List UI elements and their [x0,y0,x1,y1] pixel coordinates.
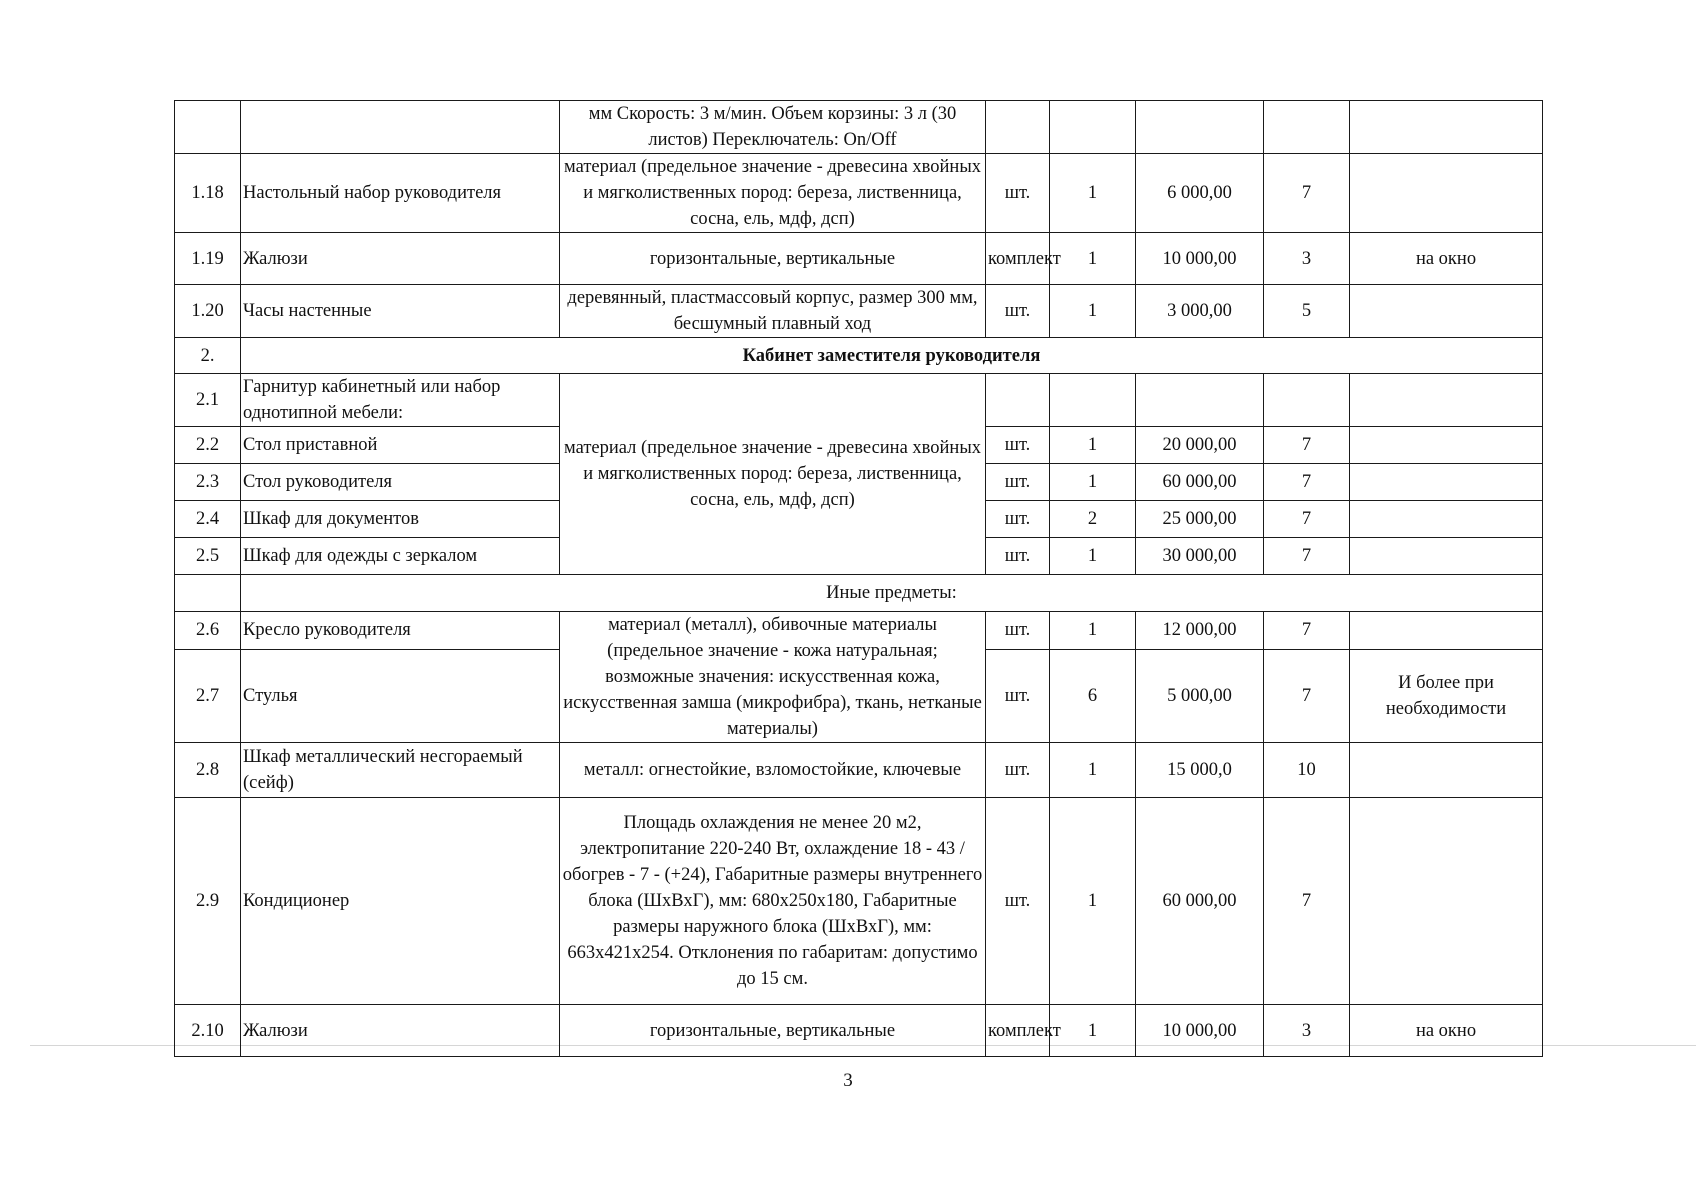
item-price: 60 000,00 [1136,798,1264,1005]
item-name: Кондиционер [241,798,560,1005]
item-unit: шт. [986,538,1050,575]
procurement-table [174,100,1543,1057]
item-price: 6 000,00 [1136,154,1264,233]
item-unit: комплект [986,233,1050,285]
item-name [241,101,560,154]
item-note [1350,154,1543,233]
item-qty: 1 [1050,154,1136,233]
item-price: 60 000,00 [1136,464,1264,501]
row-number: 2.6 [175,612,241,650]
row-number: 1.18 [175,154,241,233]
item-unit: шт. [986,612,1050,650]
row-number: 2.1 [175,374,241,427]
item-term: 3 [1264,233,1350,285]
subsection-title: Иные предметы: [241,575,1543,612]
item-qty: 1 [1050,743,1136,798]
item-note [1350,285,1543,338]
item-term: 7 [1264,154,1350,233]
item-price: 12 000,00 [1136,612,1264,650]
item-spec: мм Скорость: 3 м/мин. Объем корзины: 3 л (30 листов) Переключатель: On/Off [560,101,986,154]
item-qty [1050,374,1136,427]
item-term [1264,374,1350,427]
subsection-row [175,575,1543,612]
row-number [175,101,241,154]
item-note: И более при необходимости [1350,649,1543,742]
row-number [175,575,241,612]
item-term: 10 [1264,743,1350,798]
item-name: Стол приставной [241,427,560,464]
item-name: Стулья [241,649,560,742]
item-unit: шт. [986,154,1050,233]
item-qty [1050,101,1136,154]
item-qty: 1 [1050,427,1136,464]
row-number: 2.2 [175,427,241,464]
item-note [1350,501,1543,538]
item-qty: 1 [1050,798,1136,1005]
group-spec-furniture: материал (предельное значение - древесина хвойных и мягколиственных пород: береза, лиственница, сосна, ель, мдф, дсп) [560,374,986,575]
item-term: 7 [1264,649,1350,742]
item-term [1264,101,1350,154]
item-unit: шт. [986,427,1050,464]
item-note [1350,743,1543,798]
table-row [175,101,1543,154]
item-note: на окно [1350,1005,1543,1057]
item-price: 30 000,00 [1136,538,1264,575]
item-spec: металл: огнестойкие, взломостойкие, ключевые [560,743,986,798]
item-note [1350,374,1543,427]
item-qty: 1 [1050,233,1136,285]
table-row [175,285,1543,338]
item-note: на окно [1350,233,1543,285]
row-number: 2.8 [175,743,241,798]
item-price: 25 000,00 [1136,501,1264,538]
item-qty: 1 [1050,464,1136,501]
item-unit [986,374,1050,427]
item-name: Часы настенные [241,285,560,338]
row-number: 2.10 [175,1005,241,1057]
item-unit: комплект [986,1005,1050,1057]
page-number: 3 [843,1070,853,1091]
item-unit: шт. [986,743,1050,798]
item-note [1350,427,1543,464]
item-name: Кресло руководителя [241,612,560,650]
table-row [175,612,1543,650]
item-price [1136,101,1264,154]
table-row [175,233,1543,285]
item-unit: шт. [986,501,1050,538]
item-unit: шт. [986,649,1050,742]
item-price: 20 000,00 [1136,427,1264,464]
item-name: Жалюзи [241,1005,560,1057]
table-row [175,743,1543,798]
item-term: 7 [1264,538,1350,575]
item-term: 3 [1264,1005,1350,1057]
item-price: 10 000,00 [1136,233,1264,285]
table-row [175,154,1543,233]
item-spec: Площадь охлаждения не менее 20 м2, электропитание 220-240 Вт, охлаждение 18 - 43 / обогрев - 7 - (+24), Габаритные размеры внутреннего блока (ШхВхГ), мм: 680х250х180, Габаритные размеры наружного блока (ШхВхГ), мм: 663х421х254. Отклонения по габаритам: допустимо до 15 см. [560,798,986,1005]
item-unit: шт. [986,464,1050,501]
item-unit: шт. [986,285,1050,338]
item-name: Настольный набор руководителя [241,154,560,233]
item-unit [986,101,1050,154]
item-term: 5 [1264,285,1350,338]
item-name: Шкаф для одежды с зеркалом [241,538,560,575]
item-qty: 2 [1050,501,1136,538]
item-spec: горизонтальные, вертикальные [560,1005,986,1057]
row-number: 2.7 [175,649,241,742]
row-number: 2.9 [175,798,241,1005]
item-spec: деревянный, пластмассовый корпус, размер 300 мм, бесшумный плавный ход [560,285,986,338]
item-price: 10 000,00 [1136,1005,1264,1057]
item-name: Жалюзи [241,233,560,285]
item-qty: 1 [1050,538,1136,575]
item-qty: 1 [1050,285,1136,338]
item-spec: горизонтальные, вертикальные [560,233,986,285]
item-name: Стол руководителя [241,464,560,501]
item-term: 7 [1264,501,1350,538]
section-title: Кабинет заместителя руководителя [241,338,1543,374]
item-name: Шкаф металлический несгораемый (сейф) [241,743,560,798]
item-name: Гарнитур кабинетный или набор однотипной мебели: [241,374,560,427]
item-price: 3 000,00 [1136,285,1264,338]
row-number: 2.3 [175,464,241,501]
table-row [175,374,1543,427]
item-term: 7 [1264,464,1350,501]
item-note [1350,612,1543,650]
table-row [175,1005,1543,1057]
item-qty: 1 [1050,612,1136,650]
row-number: 1.20 [175,285,241,338]
item-qty: 6 [1050,649,1136,742]
item-price [1136,374,1264,427]
item-price: 5 000,00 [1136,649,1264,742]
item-note [1350,101,1543,154]
item-note [1350,538,1543,575]
row-number: 2.4 [175,501,241,538]
item-term: 7 [1264,612,1350,650]
section-row [175,338,1543,374]
item-price: 15 000,0 [1136,743,1264,798]
item-spec: материал (предельное значение - древесина хвойных и мягколиственных пород: береза, лиственница, сосна, ель, мдф, дсп) [560,154,986,233]
table-row [175,798,1543,1005]
row-number: 1.19 [175,233,241,285]
row-number: 2.5 [175,538,241,575]
group-spec-seating: материал (металл), обивочные материалы (предельное значение - кожа натуральная; возможные значения: искусственная кожа, искусственная замша (микрофибра), ткань, нетканые материалы) [560,612,986,743]
item-note [1350,798,1543,1005]
item-term: 7 [1264,427,1350,464]
item-qty: 1 [1050,1005,1136,1057]
row-number: 2. [175,338,241,374]
item-name: Шкаф для документов [241,501,560,538]
item-unit: шт. [986,798,1050,1005]
item-note [1350,464,1543,501]
item-term: 7 [1264,798,1350,1005]
